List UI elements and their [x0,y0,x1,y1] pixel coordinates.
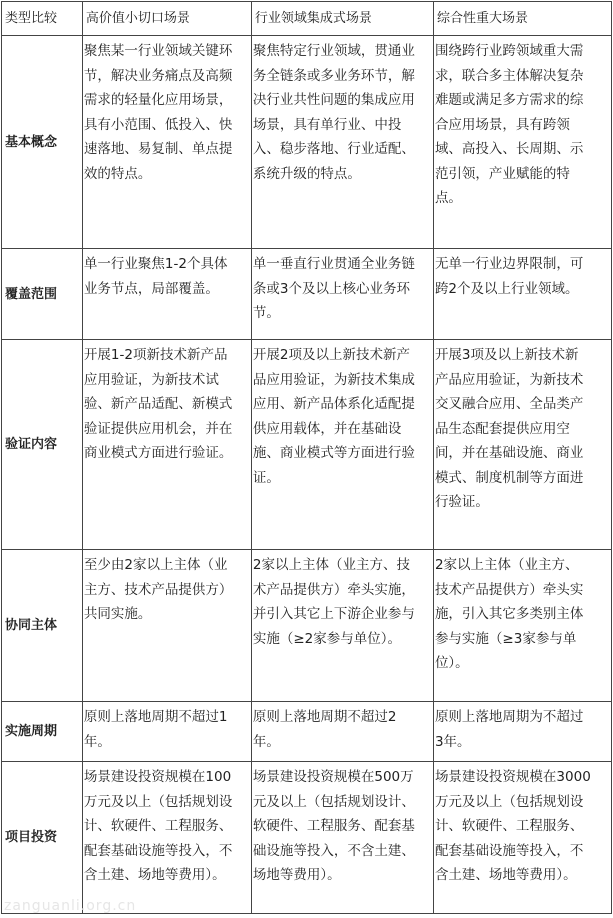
cell-small [82,340,251,550]
cell-text-line: 商业模式方面进行验证。 [83,445,233,461]
cell-text-line: 效的特点。 [83,165,152,182]
cell-text-line: 品生态配套提供应用空 [434,420,570,437]
cell-text-line: 场景，具有单行业、中投 [252,116,402,133]
cell-text-line: 2家以上主体（业主方、 [434,557,579,573]
cell-text-line: 开展2项及以上新技术新产 [252,347,410,363]
cell-industry [251,702,433,762]
cell-major [433,340,611,550]
cell-text-line: 开展1-2项新技术新产品 [83,347,228,363]
header-col-small: 高价值小切口场景 [82,2,251,36]
cell-text-line: 供应用载体，并在基础设 [252,420,402,437]
cell-text-line: 聚焦某一行业领域关键环 [83,43,233,59]
cell-text-line: 具有小范围、低投入、快 [83,116,233,133]
cell-text-line: 需求的轻量化应用场景， [83,92,233,108]
cell-text-line: 含土建、场地等费用）。 [83,867,226,883]
cell-text-line: 软硬件、工程服务、配套基 [252,818,415,834]
cell-industry [251,762,433,914]
cell-text-line: 应用验证，为新技术试 [83,371,219,388]
cell-text-line: 场景建设投资规模在3000 [434,769,591,785]
table-row [2,36,612,249]
cell-text-line: 含土建、场地等费用）。 [434,867,577,883]
cell-text-line: 域、高投入、长周期、示 [434,141,584,157]
cell-text-line: 实施（≥2家参与单位）。 [252,630,402,647]
cell-text-line: 证。 [252,469,280,486]
cell-text-line: 应用、新产品体系化适配提 [252,396,415,412]
cell-industry [251,36,433,249]
cell-text-line: 业务节点，局部覆盖。 [83,280,219,297]
watermark: zanguanli.org.cn [4,898,137,914]
cell-text-line: 至少由2家以上主体（业 [83,557,228,573]
cell-text-line: 技术产品提供方）牵头实 [434,581,584,598]
row-label: 项目投资 [2,762,83,914]
cell-text-line: 决行业共性问题的集成应用 [252,92,415,108]
cell-text-line: 验证提供应用机会，并在 [83,420,233,437]
cell-text-line: 并引入其它上下游企业参与 [252,606,415,622]
row-label: 验证内容 [2,340,83,550]
cell-small [82,36,251,249]
cell-text-line: 术产品提供方）牵头实施， [252,581,415,598]
cell-major [433,702,611,762]
cell-small [82,702,251,762]
row-label: 覆盖范围 [2,249,83,340]
cell-text-line: 础设施等投入，不含土建、 [252,842,415,859]
cell-text-line: 难题或满足多方需求的综 [434,92,584,108]
cell-text-line: 施，引入其它多类别主体 [434,606,584,622]
row-label: 基本概念 [2,36,83,249]
cell-text-line: 场地等费用）。 [252,867,341,883]
cell-major [433,249,611,340]
cell-text-line: 单一行业聚焦1-2个具体 [83,256,228,272]
cell-text-line: 万元及以上（包括规划设 [434,793,584,810]
cell-text-line: 条或3个及以上核心业务环 [252,280,410,297]
cell-text-line: 入、稳步落地、行业适配、 [252,141,415,157]
cell-text-line: 场景建设投资规模在100 [83,769,232,785]
cell-text-line: 施、商业模式等方面进行验 [252,445,415,461]
row-label: 协同主体 [2,550,83,702]
cell-text-line: 配套基础设施等投入，不 [83,842,233,859]
cell-text-line: 速落地、易复制、单点提 [83,141,233,157]
header-col-type: 类型比较 [2,2,83,36]
comparison-table [1,1,612,914]
cell-text-line: 年。 [83,733,111,750]
cell-text-line: 场景建设投资规模在500万 [252,769,414,785]
cell-small [82,762,251,914]
cell-text-line: 参与实施（≥3家参与单 [434,630,577,647]
cell-text-line: 节，解决业务痛点及高频 [83,67,233,84]
cell-text-line: 验、新产品适配、新模式 [83,396,233,412]
cell-text-line: 模式、制度机制等方面进 [434,469,584,486]
cell-text-line: 年。 [252,733,280,750]
cell-industry [251,340,433,550]
cell-text-line: 品应用验证，为新技术集成 [252,371,415,388]
cell-text-line: 3年。 [434,733,471,750]
cell-text-line: 2家以上主体（业主方、技 [252,557,410,573]
cell-text-line: 务全链条或多业务环节，解 [252,67,415,84]
cell-text-line: 原则上落地周期不超过2 [252,709,397,725]
table-row [2,249,612,340]
cell-small [82,249,251,340]
cell-text-line: 行验证。 [434,494,489,510]
cell-text-line: 合应用场景，具有跨领 [434,116,570,133]
cell-text-line: 位）。 [434,655,469,671]
header-col-major: 综合性重大场景 [433,2,611,36]
cell-text-line: 节。 [252,305,280,321]
cell-text-line: 聚焦特定行业领域，贯通业 [252,43,415,59]
cell-text-line: 单一垂直行业贯通全业务链 [252,256,415,272]
cell-text-line: 交叉融合应用、全品类产 [434,396,584,412]
cell-major [433,550,611,702]
cell-text-line: 求，联合多主体解决复杂 [434,67,584,84]
cell-industry [251,550,433,702]
table-row [2,550,612,702]
cell-text-line: 跨2个及以上行业领域。 [434,280,579,297]
cell-text-line: 计、软硬件、工程服务、 [434,818,584,834]
cell-text-line: 原则上落地周期不超过1 [83,709,228,725]
cell-text-line: 元及以上（包括规划设计、 [252,793,415,810]
header-row [2,2,612,36]
cell-major [433,762,611,914]
header-col-industry: 行业领域集成式场景 [251,2,433,36]
cell-text-line: 计、软硬件、工程服务、 [83,818,233,834]
row-label: 实施周期 [2,702,83,762]
cell-text-line: 间，并在基础设施、商业 [434,445,584,461]
table-row [2,702,612,762]
cell-text-line: 点。 [434,190,462,206]
cell-text-line: 共同实施。 [83,606,152,622]
cell-major [433,36,611,249]
cell-text-line: 围绕跨行业跨领域重大需 [434,43,584,59]
cell-text-line: 万元及以上（包括规划设 [83,793,233,810]
cell-text-line: 无单一行业边界限制，可 [434,256,584,272]
cell-text-line: 原则上落地周期为不超过 [434,709,584,725]
cell-text-line: 主方、技术产品提供方） [83,581,233,598]
table-row [2,762,612,914]
cell-text-line: 开展3项及以上新技术新 [434,347,579,363]
cell-text-line: 配套基础设施等投入，不 [434,842,584,859]
table-row [2,340,612,550]
cell-text-line: 系统升级的特点。 [252,165,361,182]
cell-text-line: 产品应用验证，为新技术 [434,371,584,388]
cell-small [82,550,251,702]
cell-text-line: 范引领，产业赋能的特 [434,165,570,182]
cell-industry [251,249,433,340]
